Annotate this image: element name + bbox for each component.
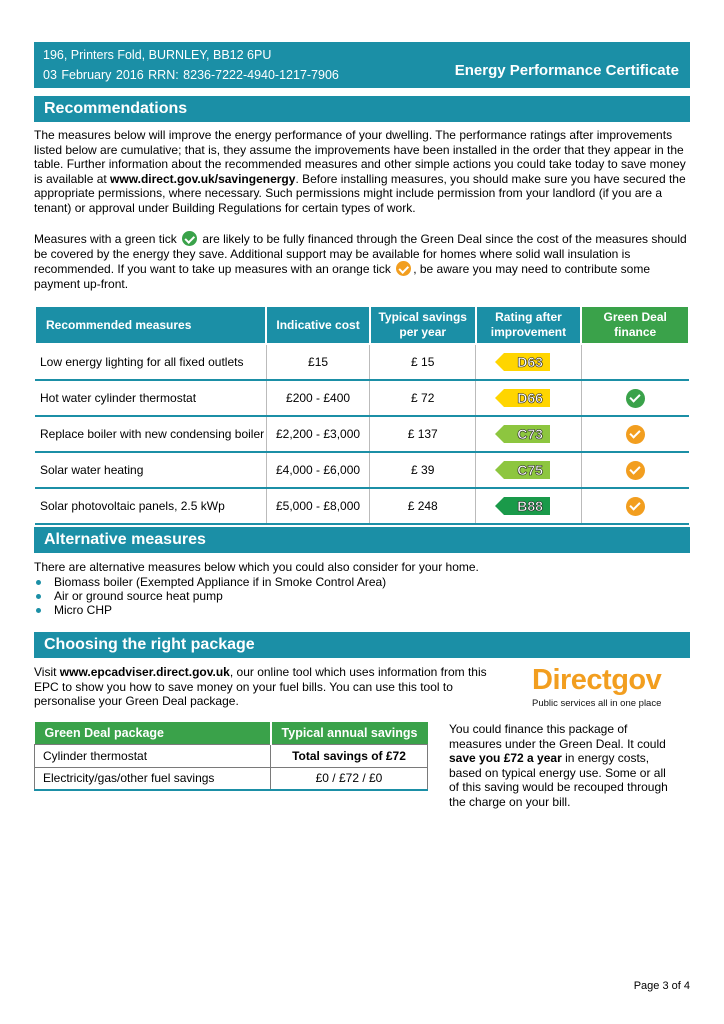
list-item: Biomass boiler (Exempted Appliance if in Smoke Control Area) xyxy=(34,575,386,589)
table-row xyxy=(35,744,428,767)
table-row xyxy=(35,416,689,452)
note-text: You could finance this package of measures under the Green Deal. It could xyxy=(449,722,666,751)
table-header-row xyxy=(35,306,689,344)
package-intro xyxy=(34,665,504,709)
rating-band: C73 xyxy=(504,425,550,443)
package-heading: Choosing the right package xyxy=(34,632,690,658)
recommendations-intro xyxy=(34,128,690,216)
orange-tick-icon xyxy=(626,497,645,516)
green-tick-icon xyxy=(626,389,645,408)
table-row xyxy=(35,452,689,488)
measure-savings: £ 248 xyxy=(370,488,476,524)
table-row xyxy=(35,380,689,416)
package-value: Total savings of £72 xyxy=(271,744,428,767)
rating-band: D66 xyxy=(504,389,550,407)
package-text-cont: , our online tool which uses information from this EPC to show you how to save money on your fuel bills. You can use this tool to personalise your Green Deal package. xyxy=(34,665,487,709)
measure-cost: £200 - £400 xyxy=(266,380,370,416)
measure-name: Solar water heating xyxy=(35,452,266,488)
package-text: Visit xyxy=(34,665,60,679)
intro-text: The measures below will improve the energy performance of your dwelling. The performance ratings after improvements listed below are cumulative; that is, they assume the improvements have been installed in the order that they appear in the table. Further information about the recommended measures and other simple actions you could take today to save money is available at xyxy=(34,128,686,186)
measure-rating-cell xyxy=(476,380,582,416)
date-rrn: 03 February 2016 RRN: 8236-7222-4940-1217-7906 xyxy=(43,68,339,82)
col-cost: Indicative cost xyxy=(266,306,370,344)
measure-cost: £15 xyxy=(266,344,370,380)
measure-cost: £2,200 - £3,000 xyxy=(266,416,370,452)
measure-name: Low energy lighting for all fixed outlets xyxy=(35,344,266,380)
directgov-logo xyxy=(532,664,692,709)
package-value: £0 / £72 / £0 xyxy=(271,767,428,790)
measure-rating-cell xyxy=(476,344,582,380)
green-deal-cell xyxy=(581,416,689,452)
savingenergy-link[interactable]: www.direct.gov.uk/savingenergy xyxy=(110,171,296,186)
green-deal-cell xyxy=(581,344,689,380)
green-deal-cell xyxy=(581,380,689,416)
orange-tick-icon xyxy=(396,261,411,276)
epcadviser-link[interactable]: www.epcadviser.direct.gov.uk xyxy=(59,665,230,679)
alternative-heading: Alternative measures xyxy=(34,527,690,553)
measure-name: Solar photovoltaic panels, 2.5 kWp xyxy=(35,488,266,524)
green-deal-cell xyxy=(581,452,689,488)
col-package: Green Deal package xyxy=(35,722,271,744)
note-savings: save you £72 a year xyxy=(449,751,562,765)
page-number: Page 3 of 4 xyxy=(633,980,690,992)
measure-cost: £5,000 - £8,000 xyxy=(266,488,370,524)
rating-band: C75 xyxy=(504,461,550,479)
rating-band: B88 xyxy=(504,497,550,515)
measure-name: Replace boiler with new condensing boiler xyxy=(35,416,266,452)
list-item: Micro CHP xyxy=(34,603,386,617)
measure-rating-cell xyxy=(476,416,582,452)
package-header-row xyxy=(35,722,428,744)
col-savings: Typical savings per year xyxy=(370,306,476,344)
tick-text: Measures with a green tick xyxy=(34,232,177,246)
list-item: Air or ground source heat pump xyxy=(34,589,386,603)
orange-tick-icon xyxy=(626,425,645,444)
col-measures: Recommended measures xyxy=(35,306,266,344)
col-annual-savings: Typical annual savings xyxy=(271,722,428,744)
alternative-list xyxy=(34,575,386,618)
green-deal-cell xyxy=(581,488,689,524)
col-green-deal: Green Deal finance xyxy=(581,306,689,344)
tick-text-cont: are likely to be fully financed through the Green Deal since the cost of the measures should be covered by the energy they save. Additional support may be available for homes where solid wall insulation is recommended. If you want to take up measures with an orange tick xyxy=(34,232,687,277)
green-tick-icon xyxy=(182,231,197,246)
measure-savings: £ 72 xyxy=(370,380,476,416)
measure-rating-cell xyxy=(476,488,582,524)
measure-savings: £ 39 xyxy=(370,452,476,488)
table-row xyxy=(35,344,689,380)
property-address: 196, Printers Fold, BURNLEY, BB12 6PU xyxy=(43,48,272,62)
certificate-title: Energy Performance Certificate xyxy=(454,62,679,79)
col-rating: Rating after improvement xyxy=(476,306,582,344)
package-table xyxy=(34,722,428,791)
certificate-header xyxy=(34,42,690,88)
alternative-intro: There are alternative measures below which you could also consider for your home. xyxy=(34,560,479,574)
package-label: Electricity/gas/other fuel savings xyxy=(35,767,271,790)
measure-cost: £4,000 - £6,000 xyxy=(266,452,370,488)
table-row xyxy=(35,488,689,524)
measure-name: Hot water cylinder thermostat xyxy=(35,380,266,416)
table-row xyxy=(35,767,428,790)
rating-band: D63 xyxy=(504,353,550,371)
intro-text-cont: . Before installing measures, you should make sure you have secured the appropriate permissions, where necessary. Such permissions might include permission from your landlord (if you are a tenant) or approval under Building Regulations for certain types of work. xyxy=(34,171,686,215)
measure-savings: £ 15 xyxy=(370,344,476,380)
logo-tagline: Public services all in one place xyxy=(532,698,662,709)
note-text-cont: in energy costs, based on typical energy use. Some or all of this saving would be recouped through the charge on your bill. xyxy=(449,751,668,809)
finance-note xyxy=(449,722,669,809)
measure-rating-cell xyxy=(476,452,582,488)
orange-tick-icon xyxy=(626,461,645,480)
tick-explanation xyxy=(34,231,690,291)
measure-savings: £ 137 xyxy=(370,416,476,452)
logo-word: Directgov xyxy=(532,664,662,696)
recommendations-heading: Recommendations xyxy=(34,96,690,122)
tick-text-end: , be aware you may need to contribute some payment up-front. xyxy=(34,262,651,291)
package-label: Cylinder thermostat xyxy=(35,744,271,767)
recommendations-table xyxy=(34,305,690,525)
